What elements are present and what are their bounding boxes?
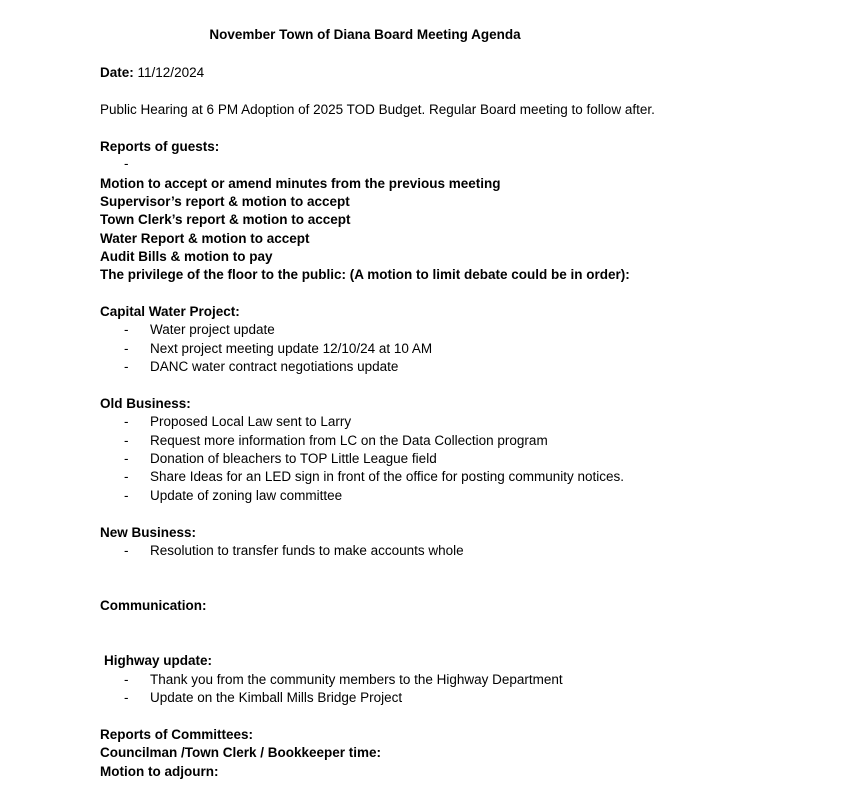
list-bullet: - [124,433,129,448]
list-bullet: - [124,341,129,356]
guest-bullet: - [124,156,129,171]
public-hearing-line: Public Hearing at 6 PM Adoption of 2025 TOD Budget. Regular Board meeting to follow after. [100,102,655,117]
capital-heading: Capital Water Project: [100,304,240,319]
list-item: Thank you from the community members to the Highway Department [150,672,563,687]
list-bullet: - [124,469,129,484]
guests-heading: Reports of guests: [100,139,220,154]
list-item: Resolution to transfer funds to make accounts whole [150,543,464,558]
communication-heading: Communication: [100,598,207,613]
list-item: Proposed Local Law sent to Larry [150,414,352,429]
list-bullet: - [124,451,129,466]
motion-audit-bills: Audit Bills & motion to pay [100,249,273,264]
list-item: Next project meeting update 12/10/24 at 10 AM [150,341,433,356]
list-bullet: - [124,322,129,337]
new-business-heading: New Business: [100,525,197,540]
list-item: Request more information from LC on the Data Collection program [150,433,548,448]
adjourn-line: Motion to adjourn: [100,764,219,779]
motion-town-clerk: Town Clerk’s report & motion to accept [100,212,351,227]
list-item: Donation of bleachers to TOP Little League field [150,451,437,466]
motion-water-report: Water Report & motion to accept [100,231,310,246]
date-line [100,64,204,82]
date-label: Date: [100,65,134,80]
motion-minutes: Motion to accept or amend minutes from the previous meeting [100,176,501,191]
list-bullet: - [124,488,129,503]
old-business-heading: Old Business: [100,396,191,411]
list-bullet: - [124,690,129,705]
committees-heading: Reports of Committees: [100,727,254,742]
list-item: Share Ideas for an LED sign in front of the office for posting community notices. [150,469,625,484]
agenda-title: November Town of Diana Board Meeting Agenda [209,27,521,42]
list-bullet: - [124,414,129,429]
list-item: Water project update [150,322,275,337]
highway-heading: Highway update: [104,653,213,668]
list-item: DANC water contract negotiations update [150,359,399,374]
date-value: 11/12/2024 [137,65,205,80]
motion-privilege-floor: The privilege of the floor to the public: (A motion to limit debate could be in order): [100,267,630,282]
list-bullet: - [124,672,129,687]
list-bullet: - [124,359,129,374]
list-item: Update of zoning law committee [150,488,343,503]
motion-supervisor: Supervisor’s report & motion to accept [100,194,350,209]
list-bullet: - [124,543,129,558]
councilman-line: Councilman /Town Clerk / Bookkeeper time: [100,745,382,760]
list-item: Update on the Kimball Mills Bridge Project [150,690,403,705]
